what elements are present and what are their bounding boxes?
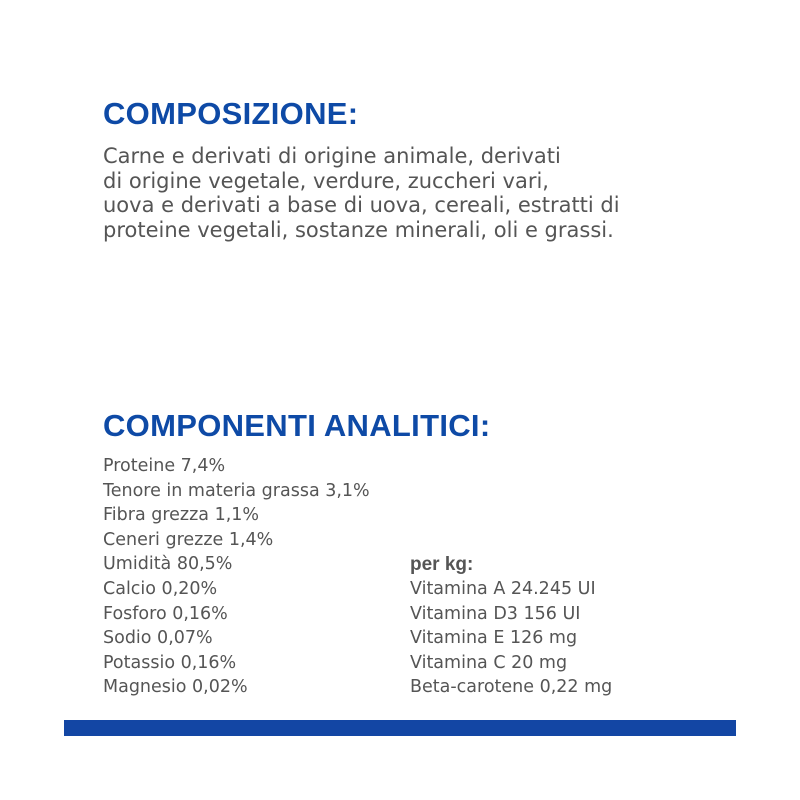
per-kg-item: Vitamina E 126 mg — [410, 628, 578, 649]
per-kg-item: Vitamina C 20 mg — [410, 652, 568, 673]
analytics-item: Calcio 0,20% — [103, 578, 218, 599]
analytics-item: Magnesio 0,02% — [103, 677, 248, 698]
per-kg-label: per kg: — [410, 554, 474, 575]
analytics-item: Ceneri grezze 1,4% — [103, 529, 274, 550]
per-kg-item: Vitamina A 24.245 UI — [410, 579, 596, 599]
per-kg-item: Beta-carotene 0,22 mg — [410, 677, 613, 698]
analytics-item: Tenore in materia grassa 3,1% — [103, 480, 370, 501]
per-kg-list — [410, 577, 612, 700]
composition-line: di origine vegetale, verdure, zuccheri vari, — [103, 168, 549, 193]
analytics-item: Potassio 0,16% — [103, 652, 237, 673]
per-kg-item: Vitamina D3 156 UI — [410, 603, 581, 624]
composition-line: proteine vegetali, sostanze minerali, oli e grassi. — [103, 217, 614, 242]
bottom-bar — [64, 720, 736, 736]
analytics-item: Proteine 7,4% — [103, 456, 226, 476]
analytics-item: Fibra grezza 1,1% — [103, 505, 260, 526]
analytics-list — [103, 454, 370, 700]
analytics-item: Umidità 80,5% — [103, 554, 233, 575]
composition-text — [103, 144, 723, 242]
analytics-item: Sodio 0,07% — [103, 628, 213, 649]
composition-line: uova e derivati a base di uova, cereali, estratti di — [103, 193, 620, 217]
composition-heading: COMPOSIZIONE: — [103, 96, 359, 131]
composition-line: Carne e derivati di origine animale, derivati — [103, 144, 561, 168]
analytics-heading: COMPONENTI ANALITICI: — [103, 408, 491, 443]
analytics-item: Fosforo 0,16% — [103, 603, 228, 624]
